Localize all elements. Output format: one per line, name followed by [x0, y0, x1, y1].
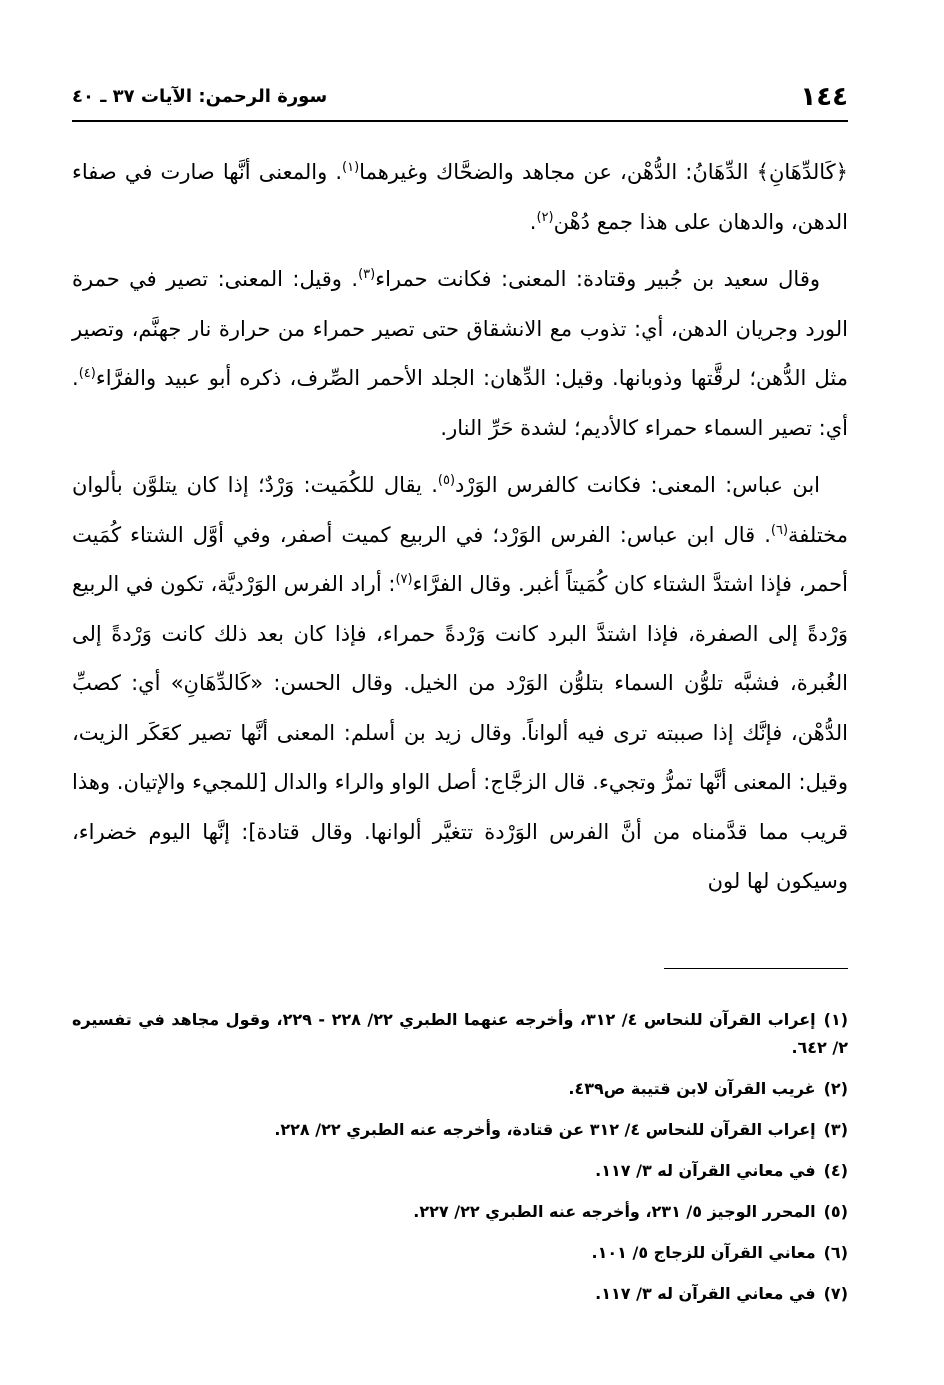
text-run: ﴿كَالدِّهَانِ﴾ الدِّهَانُ: الدُّهْن، عن مجاهد والضحَّاك وغيرهما: [359, 160, 848, 184]
text-run: . والمعنى أنَّها صارت في صفاء الدهن، والدهان على هذا جمع دُهْن: [72, 160, 848, 234]
footnote: [72, 1006, 848, 1062]
footnote-text: معاني القرآن للزجاج ٥/ ١٠١.: [591, 1243, 816, 1262]
running-header: [72, 82, 848, 120]
footnote-ref: (٦): [770, 522, 789, 538]
footnote-ref: (٥): [437, 473, 456, 488]
footnote-ref: (٣): [358, 267, 376, 282]
footnote-text: غريب القرآن لابن قتيبة ص٤٣٩.: [568, 1079, 816, 1098]
paragraph: [72, 255, 848, 453]
footnote-ref: (٢): [536, 209, 554, 225]
paragraph: [72, 461, 848, 907]
footnote-text: إعراب القرآن للنحاس ٤/ ٣١٢، وأخرجه عنهما الطبري ٢٢/ ٢٢٨ - ٢٢٩، وقول مجاهد في تفسيره ٢/ ٦٤٢.: [72, 1010, 848, 1057]
main-text: [72, 148, 848, 907]
page-number: ١٤٤: [800, 82, 848, 112]
footnote: [72, 1239, 848, 1267]
footnote: [72, 1075, 848, 1103]
text-run: . قال ابن عباس: الفرس الوَرْد؛ في الربيع كميت أصفر، وفي أوَّل الشتاء كُمَيت أحمر، فإذا اشتدَّ الشتاء كان كُمَيتاً أغبر. وقال الفرَّاء: [72, 522, 848, 596]
footnote-ref: (٤): [78, 366, 96, 381]
footnote-text: في معاني القرآن له ٣/ ١١٧.: [595, 1284, 816, 1303]
footnote-number: (٢): [823, 1079, 848, 1098]
text-run: . يقال للكُمَيت: وَرْدٌ؛ إذا كان يتلوَّن بألوان مختلفة: [72, 473, 848, 547]
footnote-ref: (٧): [395, 572, 413, 587]
text-run: ابن عباس: المعنى: فكانت كالفرس الوَرْد: [455, 473, 820, 497]
text-run: : أراد الفرس الوَرْديَّة، تكون في الربيع وَرْدةً إلى الصفرة، فإذا اشتدَّ البرد كانت وَرْدةً حمراء، فإذا كان بعد ذلك كانت وَرْدةً إلى الغُبرة، فشبَّه تلوُّن السماء بتلوُّن الوَرْد من الخيل. وقال الحسن: «كَالدِّهَانِ» أي: كصبِّ الدُّهْن، فإنَّك إذا صببته ترى فيه ألواناً. وقال زيد بن أسلم: المعنى أنَّها تصير كعَكَر الزيت، وقيل: المعنى أنَّها تمرُّ وتجيء. قال الزجَّاج: أصل الواو والراء والدال [للمجيء والإتيان. وهذا قريب مما قدَّمناه من أنَّ الفرس الوَرْدة تتغيَّر ألوانها. وقال قتادة]: إنَّها اليوم خضراء، وسيكون لها لون: [72, 572, 848, 893]
footnote: [72, 1116, 848, 1144]
footnote-number: (٧): [823, 1284, 848, 1303]
footnote-text: إعراب القرآن للنحاس ٤/ ٣١٢ عن قتادة، وأخرجه عنه الطبري ٢٢/ ٢٢٨.: [274, 1120, 816, 1139]
footnote-number: (٣): [823, 1120, 848, 1139]
text-run: .: [529, 209, 537, 234]
footnote: [72, 1280, 848, 1308]
footnote-number: (١): [823, 1010, 849, 1029]
footnotes: [72, 1006, 848, 1321]
footnote-text: في معاني القرآن له ٣/ ١١٧.: [595, 1161, 816, 1180]
footnote-number: (٤): [823, 1161, 848, 1180]
footnote: [72, 1198, 848, 1226]
text-run: وقال سعيد بن جُبير وقتادة: المعنى: فكانت حمراء: [375, 267, 821, 291]
footnote-separator: [664, 968, 848, 969]
running-title: سورة الرحمن: الآيات ٣٧ ـ ٤٠: [72, 86, 328, 107]
footnote: [72, 1157, 848, 1185]
footnote-number: (٦): [823, 1243, 848, 1262]
text-run: . وقيل: المعنى: تصير في حمرة الورد وجريان الدهن، أي: تذوب مع الانشقاق حتى تصير حمراء من حرارة نار جهنَّم، وتصير مثل الدُّهن؛ لرقَّتها وذوبانها. وقيل: الدِّهان: الجلد الأحمر الصِّرف، ذكره أبو عبيد والفرَّاء: [72, 267, 848, 390]
footnote-number: (٥): [823, 1202, 848, 1221]
header-rule: [72, 120, 848, 122]
text-run: . أي: تصير السماء حمراء كالأديم؛ لشدة حَرِّ النار.: [72, 366, 848, 440]
footnote-text: المحرر الوجيز ٥/ ٢٣١، وأخرجه عنه الطبري ٢٢/ ٢٢٧.: [413, 1202, 816, 1221]
paragraph: [72, 148, 848, 247]
footnote-ref: (١): [342, 160, 360, 175]
